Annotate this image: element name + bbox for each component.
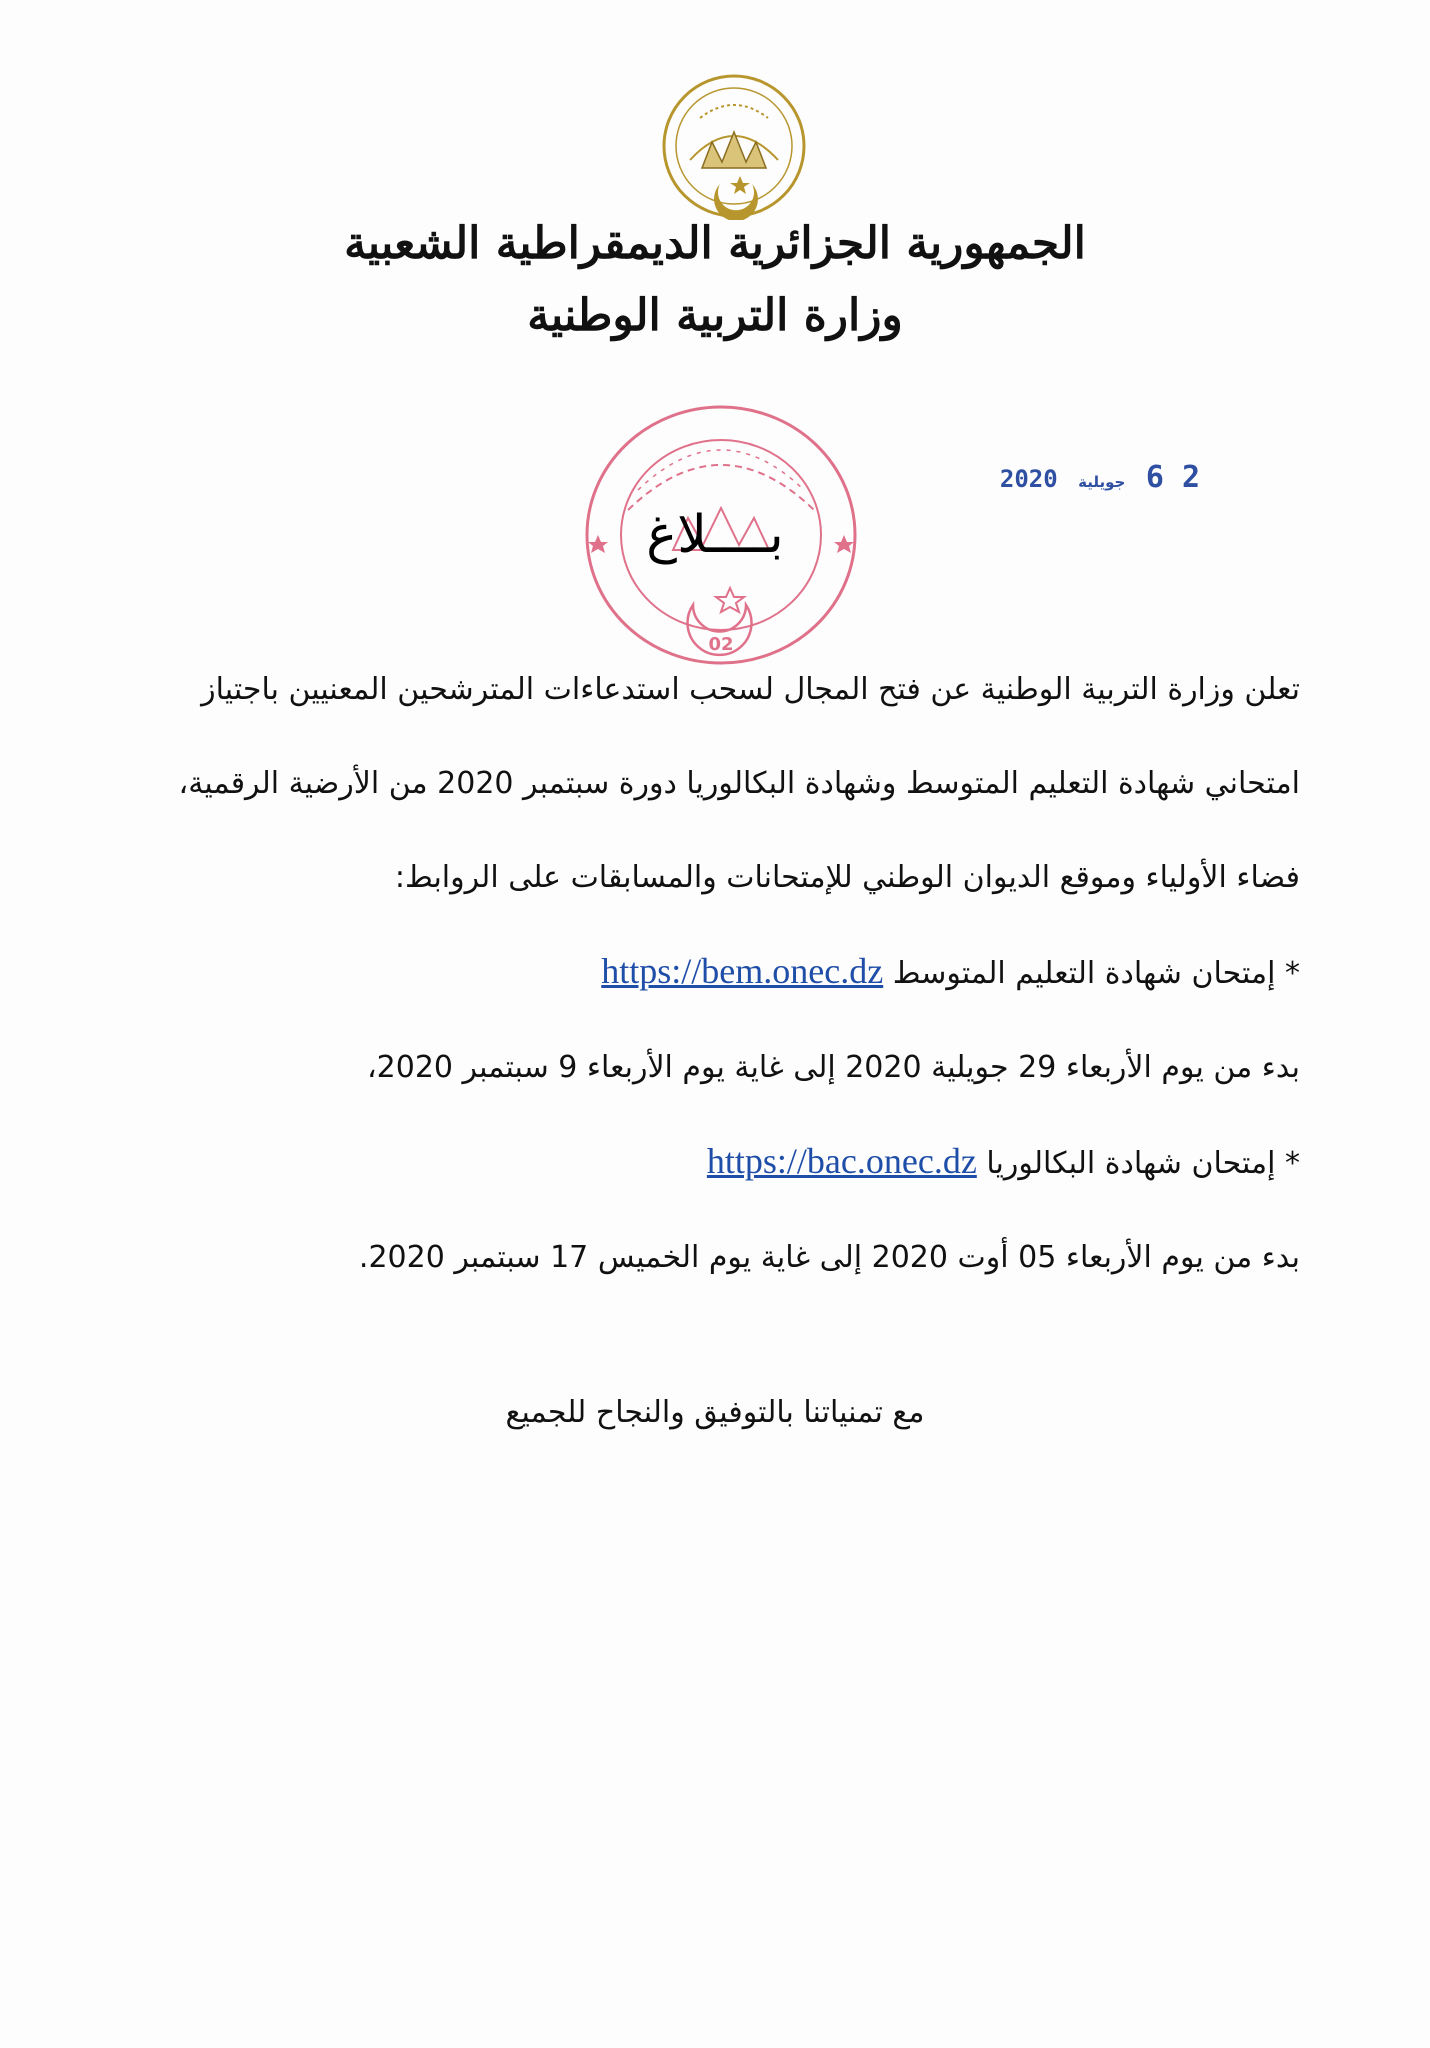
bac-link[interactable]: https://bac.onec.dz — [706, 1141, 977, 1181]
bac-label: * إمتحان شهادة البكالوريا — [986, 1146, 1300, 1181]
bac-line — [120, 1140, 1300, 1182]
body-line-2: امتحاني شهادة التعليم المتوسط وشهادة البكالوريا دورة سبتمبر 2020 من الأرضية الرقمية، — [178, 766, 1300, 801]
national-emblem-icon — [660, 72, 808, 220]
bem-label: * إمتحان شهادة التعليم المتوسط — [892, 956, 1300, 991]
seal-number: 02 — [708, 634, 734, 655]
date-stamp-month: جويلية — [1078, 473, 1126, 491]
body-line-1: تعلن وزارة التربية الوطنية عن فتح المجال لسحب استدعاءات المترشحين المعنيين باجتياز — [201, 672, 1300, 707]
date-stamp-year: 2020 — [999, 465, 1058, 493]
bem-period: بدء من يوم الأربعاء 29 جويلية 2020 إلى غاية يوم الأربعاء 9 سبتمبر 2020، — [366, 1050, 1300, 1085]
bem-line — [120, 950, 1300, 992]
announcement-title: بــــلاغ — [646, 505, 784, 565]
republic-heading: الجمهورية الجزائرية الديمقراطية الشعبية — [344, 218, 1086, 269]
body-line-3: فضاء الأولياء وموقع الديوان الوطني للإمتحانات والمسابقات على الروابط: — [394, 860, 1300, 895]
bem-link[interactable]: https://bem.onec.dz — [601, 951, 884, 991]
date-stamp — [999, 460, 1200, 495]
bac-period: بدء من يوم الأربعاء 05 أوت 2020 إلى غاية يوم الخميس 17 سبتمبر 2020. — [358, 1240, 1300, 1275]
date-stamp-day: 2 6 — [1145, 460, 1200, 495]
closing-line: مع تمنياتنا بالتوفيق والنجاح للجميع — [505, 1395, 925, 1430]
ministry-heading: وزارة التربية الوطنية — [527, 290, 903, 341]
